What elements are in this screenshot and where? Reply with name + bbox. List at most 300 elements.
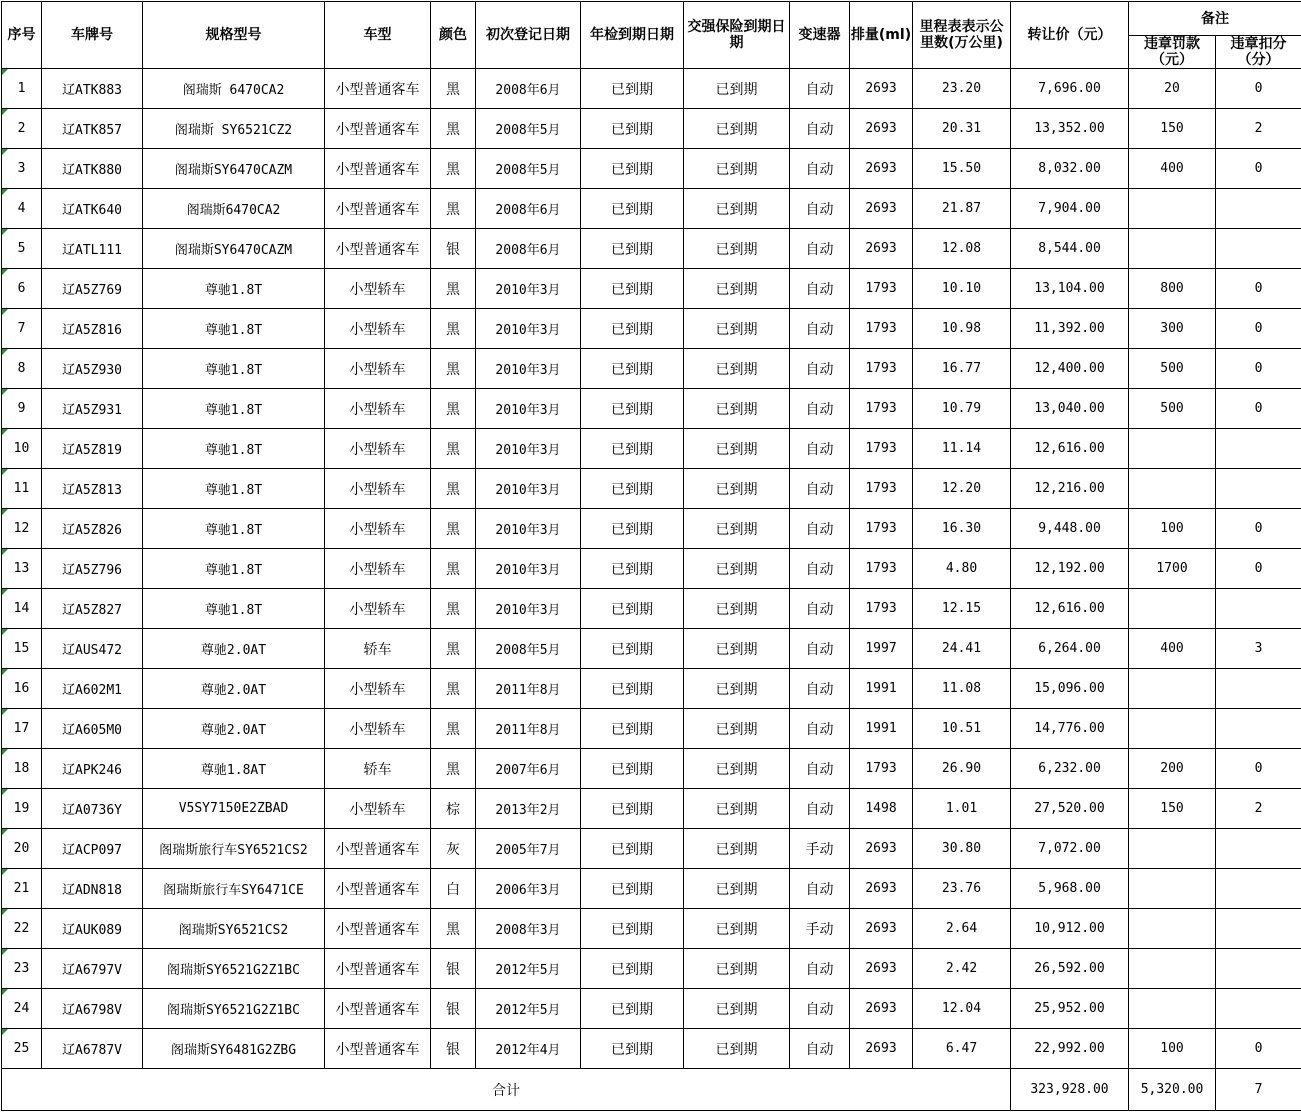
cell-vehicle-type: 小型普通客车 bbox=[325, 869, 431, 909]
cell-seq: 6 bbox=[2, 269, 42, 309]
cell-transmission: 自动 bbox=[790, 869, 850, 909]
cell-transmission: 自动 bbox=[790, 389, 850, 429]
cell-displacement: 2693 bbox=[850, 69, 913, 109]
cell-fine: 400 bbox=[1129, 629, 1216, 669]
cell-inspection: 已到期 bbox=[581, 469, 684, 509]
cell-model: 尊驰1.8T bbox=[143, 429, 325, 469]
cell-color: 黑 bbox=[431, 629, 476, 669]
table-row bbox=[2, 989, 1301, 1029]
cell-fine bbox=[1129, 909, 1216, 949]
cell-transmission: 自动 bbox=[790, 189, 850, 229]
cell-transmission: 自动 bbox=[790, 989, 850, 1029]
cell-model: 尊驰1.8T bbox=[143, 389, 325, 429]
cell-first-reg: 2008年6月 bbox=[476, 69, 581, 109]
cell-mileage: 6.47 bbox=[913, 1029, 1011, 1069]
cell-fine: 500 bbox=[1129, 389, 1216, 429]
cell-model: 阁瑞斯SY6481G2ZBG bbox=[143, 1029, 325, 1069]
cell-fine bbox=[1129, 949, 1216, 989]
cell-transmission: 自动 bbox=[790, 629, 850, 669]
cell-seq: 4 bbox=[2, 189, 42, 229]
cell-fine: 100 bbox=[1129, 1029, 1216, 1069]
cell-vehicle-type: 小型轿车 bbox=[325, 549, 431, 589]
cell-color: 灰 bbox=[431, 829, 476, 869]
cell-insurance: 已到期 bbox=[684, 389, 790, 429]
cell-plate: 辽ATK640 bbox=[42, 189, 143, 229]
cell-displacement: 1793 bbox=[850, 389, 913, 429]
cell-mileage: 23.76 bbox=[913, 869, 1011, 909]
cell-vehicle-type: 小型轿车 bbox=[325, 269, 431, 309]
table-row bbox=[2, 509, 1301, 549]
cell-vehicle-type: 小型轿车 bbox=[325, 789, 431, 829]
cell-color: 银 bbox=[431, 1029, 476, 1069]
cell-first-reg: 2008年5月 bbox=[476, 629, 581, 669]
cell-insurance: 已到期 bbox=[684, 109, 790, 149]
cell-seq: 16 bbox=[2, 669, 42, 709]
cell-seq: 12 bbox=[2, 509, 42, 549]
cell-color: 黑 bbox=[431, 509, 476, 549]
cell-insurance: 已到期 bbox=[684, 469, 790, 509]
cell-model: 阁瑞斯 SY6521CZ2 bbox=[143, 109, 325, 149]
cell-points: 0 bbox=[1216, 149, 1301, 189]
cell-price: 22,992.00 bbox=[1011, 1029, 1129, 1069]
header-displacement: 排量(ml) bbox=[850, 2, 913, 69]
cell-transmission: 自动 bbox=[790, 509, 850, 549]
table-header bbox=[2, 2, 1301, 69]
cell-displacement: 2693 bbox=[850, 909, 913, 949]
cell-plate: 辽AUS472 bbox=[42, 629, 143, 669]
cell-points bbox=[1216, 909, 1301, 949]
cell-points bbox=[1216, 989, 1301, 1029]
cell-inspection: 已到期 bbox=[581, 549, 684, 589]
cell-points bbox=[1216, 589, 1301, 629]
cell-points bbox=[1216, 709, 1301, 749]
table-body bbox=[2, 69, 1301, 1069]
cell-price: 6,264.00 bbox=[1011, 629, 1129, 669]
cell-displacement: 2693 bbox=[850, 229, 913, 269]
cell-inspection: 已到期 bbox=[581, 909, 684, 949]
header-color: 颜色 bbox=[431, 2, 476, 69]
cell-displacement: 1991 bbox=[850, 709, 913, 749]
table-row bbox=[2, 309, 1301, 349]
cell-model: 尊驰1.8T bbox=[143, 509, 325, 549]
cell-mileage: 11.14 bbox=[913, 429, 1011, 469]
cell-price: 12,616.00 bbox=[1011, 429, 1129, 469]
cell-points: 2 bbox=[1216, 789, 1301, 829]
cell-color: 银 bbox=[431, 949, 476, 989]
cell-transmission: 自动 bbox=[790, 749, 850, 789]
cell-price: 27,520.00 bbox=[1011, 789, 1129, 829]
cell-displacement: 1498 bbox=[850, 789, 913, 829]
cell-seq: 3 bbox=[2, 149, 42, 189]
cell-insurance: 已到期 bbox=[684, 989, 790, 1029]
cell-mileage: 11.08 bbox=[913, 669, 1011, 709]
cell-first-reg: 2011年8月 bbox=[476, 669, 581, 709]
cell-inspection: 已到期 bbox=[581, 69, 684, 109]
cell-vehicle-type: 轿车 bbox=[325, 749, 431, 789]
cell-insurance: 已到期 bbox=[684, 909, 790, 949]
cell-plate: 辽A5Z769 bbox=[42, 269, 143, 309]
table-row bbox=[2, 669, 1301, 709]
cell-seq: 15 bbox=[2, 629, 42, 669]
cell-inspection: 已到期 bbox=[581, 109, 684, 149]
cell-displacement: 1997 bbox=[850, 629, 913, 669]
cell-insurance: 已到期 bbox=[684, 269, 790, 309]
cell-transmission: 自动 bbox=[790, 149, 850, 189]
cell-insurance: 已到期 bbox=[684, 789, 790, 829]
cell-plate: 辽A6798V bbox=[42, 989, 143, 1029]
cell-mileage: 20.31 bbox=[913, 109, 1011, 149]
cell-inspection: 已到期 bbox=[581, 269, 684, 309]
cell-inspection: 已到期 bbox=[581, 189, 684, 229]
cell-fine bbox=[1129, 829, 1216, 869]
table-row bbox=[2, 1029, 1301, 1069]
cell-points: 0 bbox=[1216, 349, 1301, 389]
cell-points: 2 bbox=[1216, 109, 1301, 149]
cell-vehicle-type: 小型普通客车 bbox=[325, 229, 431, 269]
cell-inspection: 已到期 bbox=[581, 949, 684, 989]
cell-displacement: 1793 bbox=[850, 269, 913, 309]
cell-fine: 800 bbox=[1129, 269, 1216, 309]
cell-seq: 9 bbox=[2, 389, 42, 429]
table-row bbox=[2, 549, 1301, 589]
cell-inspection: 已到期 bbox=[581, 629, 684, 669]
cell-fine bbox=[1129, 989, 1216, 1029]
cell-model: 阁瑞斯SY6521G2Z1BC bbox=[143, 989, 325, 1029]
cell-insurance: 已到期 bbox=[684, 1029, 790, 1069]
cell-price: 8,032.00 bbox=[1011, 149, 1129, 189]
cell-first-reg: 2005年7月 bbox=[476, 829, 581, 869]
cell-mileage: 12.04 bbox=[913, 989, 1011, 1029]
cell-seq: 19 bbox=[2, 789, 42, 829]
cell-insurance: 已到期 bbox=[684, 749, 790, 789]
cell-seq: 8 bbox=[2, 349, 42, 389]
cell-fine bbox=[1129, 469, 1216, 509]
cell-price: 26,592.00 bbox=[1011, 949, 1129, 989]
cell-fine: 200 bbox=[1129, 749, 1216, 789]
cell-first-reg: 2010年3月 bbox=[476, 429, 581, 469]
cell-seq: 11 bbox=[2, 469, 42, 509]
cell-color: 黑 bbox=[431, 189, 476, 229]
cell-color: 黑 bbox=[431, 69, 476, 109]
cell-fine: 1700 bbox=[1129, 549, 1216, 589]
cell-seq: 20 bbox=[2, 829, 42, 869]
cell-first-reg: 2008年3月 bbox=[476, 909, 581, 949]
cell-plate: 辽A6787V bbox=[42, 1029, 143, 1069]
header-insurance: 交强保险到期日期 bbox=[684, 2, 790, 69]
cell-seq: 14 bbox=[2, 589, 42, 629]
cell-mileage: 24.41 bbox=[913, 629, 1011, 669]
cell-fine: 150 bbox=[1129, 789, 1216, 829]
cell-color: 黑 bbox=[431, 349, 476, 389]
cell-seq: 21 bbox=[2, 869, 42, 909]
cell-color: 黑 bbox=[431, 149, 476, 189]
cell-price: 13,040.00 bbox=[1011, 389, 1129, 429]
cell-model: 阁瑞斯旅行车SY6521CS2 bbox=[143, 829, 325, 869]
vehicle-table bbox=[1, 1, 1301, 1111]
total-row bbox=[2, 1069, 1301, 1111]
cell-first-reg: 2010年3月 bbox=[476, 549, 581, 589]
header-price: 转让价（元） bbox=[1011, 2, 1129, 69]
cell-model: 尊驰2.0AT bbox=[143, 669, 325, 709]
cell-vehicle-type: 小型轿车 bbox=[325, 509, 431, 549]
cell-vehicle-type: 小型普通客车 bbox=[325, 109, 431, 149]
cell-transmission: 自动 bbox=[790, 269, 850, 309]
cell-mileage: 2.42 bbox=[913, 949, 1011, 989]
cell-seq: 7 bbox=[2, 309, 42, 349]
cell-plate: 辽A5Z813 bbox=[42, 469, 143, 509]
cell-displacement: 2693 bbox=[850, 949, 913, 989]
cell-price: 14,776.00 bbox=[1011, 709, 1129, 749]
header-seq: 序号 bbox=[2, 2, 42, 69]
cell-points bbox=[1216, 869, 1301, 909]
cell-plate: 辽A5Z931 bbox=[42, 389, 143, 429]
cell-seq: 22 bbox=[2, 909, 42, 949]
table-row bbox=[2, 269, 1301, 309]
cell-model: 尊驰2.0AT bbox=[143, 709, 325, 749]
cell-fine: 150 bbox=[1129, 109, 1216, 149]
cell-insurance: 已到期 bbox=[684, 429, 790, 469]
cell-points: 0 bbox=[1216, 269, 1301, 309]
cell-inspection: 已到期 bbox=[581, 709, 684, 749]
cell-transmission: 自动 bbox=[790, 949, 850, 989]
cell-transmission: 自动 bbox=[790, 69, 850, 109]
cell-fine: 400 bbox=[1129, 149, 1216, 189]
table-row bbox=[2, 709, 1301, 749]
cell-vehicle-type: 小型普通客车 bbox=[325, 1029, 431, 1069]
cell-transmission: 自动 bbox=[790, 469, 850, 509]
cell-seq: 2 bbox=[2, 109, 42, 149]
cell-mileage: 2.64 bbox=[913, 909, 1011, 949]
cell-inspection: 已到期 bbox=[581, 1029, 684, 1069]
cell-points bbox=[1216, 949, 1301, 989]
cell-first-reg: 2011年8月 bbox=[476, 709, 581, 749]
cell-transmission: 自动 bbox=[790, 789, 850, 829]
cell-points: 0 bbox=[1216, 549, 1301, 589]
table-row bbox=[2, 429, 1301, 469]
cell-mileage: 16.77 bbox=[913, 349, 1011, 389]
cell-price: 11,392.00 bbox=[1011, 309, 1129, 349]
cell-plate: 辽A6797V bbox=[42, 949, 143, 989]
table-row bbox=[2, 349, 1301, 389]
cell-transmission: 自动 bbox=[790, 109, 850, 149]
cell-plate: 辽A5Z827 bbox=[42, 589, 143, 629]
cell-price: 8,544.00 bbox=[1011, 229, 1129, 269]
cell-first-reg: 2007年6月 bbox=[476, 749, 581, 789]
cell-fine: 500 bbox=[1129, 349, 1216, 389]
cell-fine bbox=[1129, 189, 1216, 229]
cell-vehicle-type: 小型轿车 bbox=[325, 349, 431, 389]
cell-color: 黑 bbox=[431, 469, 476, 509]
table-row bbox=[2, 229, 1301, 269]
cell-insurance: 已到期 bbox=[684, 509, 790, 549]
table-row bbox=[2, 749, 1301, 789]
cell-price: 12,192.00 bbox=[1011, 549, 1129, 589]
cell-plate: 辽ATL111 bbox=[42, 229, 143, 269]
cell-plate: 辽ACP097 bbox=[42, 829, 143, 869]
cell-displacement: 2693 bbox=[850, 869, 913, 909]
cell-plate: 辽ATK880 bbox=[42, 149, 143, 189]
cell-points: 3 bbox=[1216, 629, 1301, 669]
cell-points bbox=[1216, 229, 1301, 269]
header-remarks: 备注 bbox=[1129, 2, 1301, 36]
cell-price: 7,072.00 bbox=[1011, 829, 1129, 869]
table-row bbox=[2, 69, 1301, 109]
cell-model: 尊驰1.8T bbox=[143, 469, 325, 509]
cell-price: 15,096.00 bbox=[1011, 669, 1129, 709]
cell-model: 阁瑞斯SY6470CAZM bbox=[143, 149, 325, 189]
cell-price: 6,232.00 bbox=[1011, 749, 1129, 789]
cell-mileage: 4.80 bbox=[913, 549, 1011, 589]
cell-plate: 辽A0736Y bbox=[42, 789, 143, 829]
cell-price: 7,904.00 bbox=[1011, 189, 1129, 229]
cell-points bbox=[1216, 189, 1301, 229]
cell-plate: 辽ADN818 bbox=[42, 869, 143, 909]
cell-points: 0 bbox=[1216, 1029, 1301, 1069]
header-transmission: 变速器 bbox=[790, 2, 850, 69]
cell-model: 阁瑞斯SY6521G2Z1BC bbox=[143, 949, 325, 989]
cell-first-reg: 2010年3月 bbox=[476, 269, 581, 309]
cell-price: 12,216.00 bbox=[1011, 469, 1129, 509]
cell-inspection: 已到期 bbox=[581, 789, 684, 829]
header-model: 规格型号 bbox=[143, 2, 325, 69]
cell-insurance: 已到期 bbox=[684, 229, 790, 269]
cell-mileage: 10.98 bbox=[913, 309, 1011, 349]
cell-first-reg: 2010年3月 bbox=[476, 349, 581, 389]
cell-insurance: 已到期 bbox=[684, 949, 790, 989]
cell-price: 25,952.00 bbox=[1011, 989, 1129, 1029]
cell-inspection: 已到期 bbox=[581, 229, 684, 269]
cell-inspection: 已到期 bbox=[581, 589, 684, 629]
cell-model: 尊驰1.8T bbox=[143, 589, 325, 629]
cell-first-reg: 2012年5月 bbox=[476, 949, 581, 989]
cell-mileage: 23.20 bbox=[913, 69, 1011, 109]
cell-transmission: 自动 bbox=[790, 709, 850, 749]
cell-inspection: 已到期 bbox=[581, 989, 684, 1029]
cell-model: 尊驰1.8AT bbox=[143, 749, 325, 789]
cell-model: 阁瑞斯旅行车SY6471CE bbox=[143, 869, 325, 909]
header-first-reg: 初次登记日期 bbox=[476, 2, 581, 69]
table-row bbox=[2, 949, 1301, 989]
cell-color: 黑 bbox=[431, 389, 476, 429]
cell-plate: 辽A602M1 bbox=[42, 669, 143, 709]
cell-insurance: 已到期 bbox=[684, 549, 790, 589]
header-inspection: 年检到期日期 bbox=[581, 2, 684, 69]
total-fine: 5,320.00 bbox=[1129, 1069, 1216, 1111]
cell-vehicle-type: 小型轿车 bbox=[325, 429, 431, 469]
cell-transmission: 自动 bbox=[790, 549, 850, 589]
total-label: 合计 bbox=[2, 1069, 1011, 1111]
cell-mileage: 12.08 bbox=[913, 229, 1011, 269]
table-row bbox=[2, 149, 1301, 189]
cell-fine bbox=[1129, 429, 1216, 469]
cell-color: 黑 bbox=[431, 709, 476, 749]
cell-color: 银 bbox=[431, 229, 476, 269]
cell-vehicle-type: 小型普通客车 bbox=[325, 989, 431, 1029]
cell-fine: 300 bbox=[1129, 309, 1216, 349]
cell-price: 9,448.00 bbox=[1011, 509, 1129, 549]
cell-seq: 23 bbox=[2, 949, 42, 989]
table-row bbox=[2, 389, 1301, 429]
cell-displacement: 2693 bbox=[850, 189, 913, 229]
cell-transmission: 自动 bbox=[790, 429, 850, 469]
cell-displacement: 2693 bbox=[850, 829, 913, 869]
cell-fine bbox=[1129, 869, 1216, 909]
table-row bbox=[2, 789, 1301, 829]
cell-transmission: 自动 bbox=[790, 349, 850, 389]
cell-insurance: 已到期 bbox=[684, 869, 790, 909]
table-row bbox=[2, 869, 1301, 909]
cell-plate: 辽A5Z826 bbox=[42, 509, 143, 549]
table-row bbox=[2, 189, 1301, 229]
cell-seq: 17 bbox=[2, 709, 42, 749]
cell-price: 13,104.00 bbox=[1011, 269, 1129, 309]
cell-first-reg: 2010年3月 bbox=[476, 309, 581, 349]
cell-points: 0 bbox=[1216, 309, 1301, 349]
cell-seq: 5 bbox=[2, 229, 42, 269]
cell-mileage: 30.80 bbox=[913, 829, 1011, 869]
cell-color: 白 bbox=[431, 869, 476, 909]
cell-model: V5SY7150E2ZBAD bbox=[143, 789, 325, 829]
cell-vehicle-type: 小型普通客车 bbox=[325, 909, 431, 949]
cell-insurance: 已到期 bbox=[684, 149, 790, 189]
cell-displacement: 1793 bbox=[850, 509, 913, 549]
cell-plate: 辽A5Z819 bbox=[42, 429, 143, 469]
cell-first-reg: 2010年3月 bbox=[476, 589, 581, 629]
cell-color: 黑 bbox=[431, 309, 476, 349]
cell-displacement: 1793 bbox=[850, 549, 913, 589]
cell-price: 12,616.00 bbox=[1011, 589, 1129, 629]
total-points: 7 bbox=[1216, 1069, 1301, 1111]
cell-first-reg: 2013年2月 bbox=[476, 789, 581, 829]
cell-color: 黑 bbox=[431, 749, 476, 789]
cell-seq: 25 bbox=[2, 1029, 42, 1069]
cell-mileage: 1.01 bbox=[913, 789, 1011, 829]
cell-transmission: 自动 bbox=[790, 589, 850, 629]
total-price: 323,928.00 bbox=[1011, 1069, 1129, 1111]
cell-plate: 辽AUK089 bbox=[42, 909, 143, 949]
cell-inspection: 已到期 bbox=[581, 509, 684, 549]
table-row bbox=[2, 469, 1301, 509]
cell-mileage: 15.50 bbox=[913, 149, 1011, 189]
cell-vehicle-type: 小型轿车 bbox=[325, 589, 431, 629]
cell-model: 尊驰1.8T bbox=[143, 549, 325, 589]
cell-mileage: 26.90 bbox=[913, 749, 1011, 789]
cell-inspection: 已到期 bbox=[581, 869, 684, 909]
cell-vehicle-type: 小型轿车 bbox=[325, 389, 431, 429]
cell-insurance: 已到期 bbox=[684, 589, 790, 629]
cell-first-reg: 2008年5月 bbox=[476, 109, 581, 149]
cell-points bbox=[1216, 469, 1301, 509]
cell-first-reg: 2008年5月 bbox=[476, 149, 581, 189]
cell-plate: 辽ATK883 bbox=[42, 69, 143, 109]
table-row bbox=[2, 629, 1301, 669]
cell-color: 黑 bbox=[431, 109, 476, 149]
cell-inspection: 已到期 bbox=[581, 309, 684, 349]
cell-insurance: 已到期 bbox=[684, 189, 790, 229]
cell-insurance: 已到期 bbox=[684, 829, 790, 869]
cell-vehicle-type: 小型普通客车 bbox=[325, 189, 431, 229]
cell-vehicle-type: 小型轿车 bbox=[325, 669, 431, 709]
cell-inspection: 已到期 bbox=[581, 749, 684, 789]
cell-vehicle-type: 小型普通客车 bbox=[325, 69, 431, 109]
cell-plate: 辽APK246 bbox=[42, 749, 143, 789]
cell-plate: 辽A605M0 bbox=[42, 709, 143, 749]
cell-points: 0 bbox=[1216, 69, 1301, 109]
cell-inspection: 已到期 bbox=[581, 389, 684, 429]
cell-displacement: 2693 bbox=[850, 109, 913, 149]
cell-plate: 辽A5Z930 bbox=[42, 349, 143, 389]
cell-points: 0 bbox=[1216, 749, 1301, 789]
